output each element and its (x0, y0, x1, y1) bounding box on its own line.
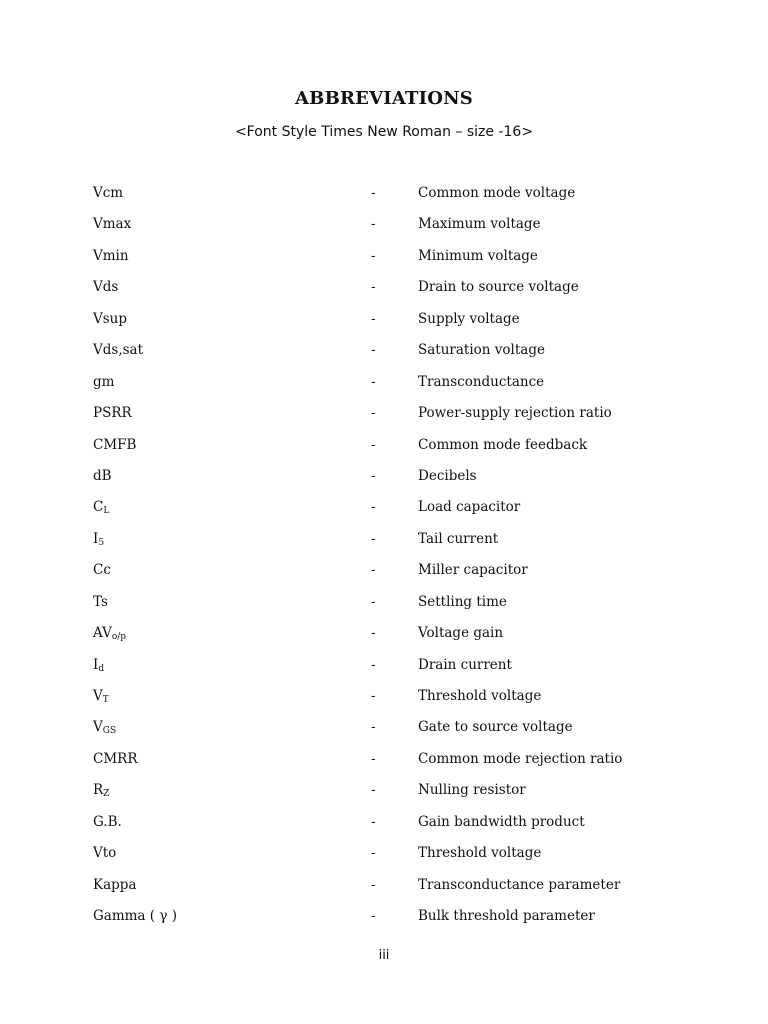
abbreviation-term (93, 594, 108, 610)
abbreviation-term (93, 405, 132, 421)
separator-dash: - (371, 625, 376, 642)
abbreviation-term (93, 719, 116, 736)
abbreviation-definition: Drain to source voltage (418, 279, 579, 296)
separator-dash: - (371, 342, 376, 359)
abbreviation-term-base: Kappa (93, 876, 137, 893)
abbreviation-row (0, 211, 768, 242)
abbreviation-row (0, 494, 768, 525)
abbreviation-term (93, 531, 104, 548)
abbreviation-term-base: Vmax (93, 216, 132, 233)
font-style-note: <Font Style Times New Roman – size -16> (234, 124, 534, 140)
abbreviation-term (93, 216, 131, 232)
abbreviation-term (93, 908, 177, 924)
abbreviation-term-base: C (93, 499, 104, 516)
abbreviation-term (93, 625, 126, 642)
abbreviation-definition: Common mode feedback (418, 436, 588, 453)
abbreviation-term-base: V (93, 719, 103, 736)
abbreviation-row (0, 463, 768, 494)
abbreviation-term-base: Vto (93, 845, 117, 862)
abbreviation-definition: Settling time (418, 593, 507, 610)
abbreviation-row (0, 746, 768, 777)
abbreviation-row (0, 306, 768, 337)
abbreviation-term-base: Cc (93, 562, 111, 579)
separator-dash: - (371, 562, 376, 579)
abbreviation-row (0, 526, 768, 557)
abbreviation-definition: Load capacitor (418, 499, 521, 516)
abbreviation-row (0, 369, 768, 400)
abbreviation-row (0, 652, 768, 683)
abbreviation-subscript: GS (102, 726, 117, 737)
abbreviation-definition: Bulk threshold parameter (418, 908, 595, 925)
abbreviation-row (0, 180, 768, 211)
abbreviation-term (93, 374, 114, 390)
abbreviation-term-base: CMRR (93, 750, 138, 767)
separator-dash: - (371, 876, 376, 893)
abbreviation-row (0, 777, 768, 808)
abbreviation-term (93, 311, 127, 327)
separator-dash: - (371, 530, 376, 547)
abbreviation-term (93, 845, 116, 861)
abbreviation-term-base: PSRR (93, 405, 132, 422)
abbreviation-subscript: o/p (111, 632, 127, 643)
abbreviation-term (93, 279, 118, 295)
separator-dash: - (371, 656, 376, 673)
abbreviation-term (93, 814, 122, 830)
abbreviation-subscript: d (98, 663, 105, 674)
abbreviation-subscript: L (103, 506, 110, 517)
separator-dash: - (371, 750, 376, 767)
separator-dash: - (371, 405, 376, 422)
abbreviation-definition: Power-supply rejection ratio (418, 405, 612, 422)
abbreviation-term-base: Vds,sat (93, 342, 144, 359)
abbreviation-definition: Minimum voltage (418, 247, 538, 264)
abbreviation-row (0, 840, 768, 871)
separator-dash: - (371, 593, 376, 610)
abbreviation-row (0, 809, 768, 840)
separator-dash: - (371, 813, 376, 830)
abbreviation-definition: Supply voltage (418, 310, 520, 327)
abbreviation-term (93, 468, 112, 484)
abbreviation-term-base: Vsup (93, 310, 128, 327)
separator-dash: - (371, 247, 376, 264)
abbreviation-row (0, 557, 768, 588)
abbreviation-subscript: Z (103, 789, 110, 800)
separator-dash: - (371, 436, 376, 453)
separator-dash: - (371, 688, 376, 704)
abbreviation-term-base: Vmin (93, 247, 129, 264)
abbreviation-term (93, 185, 123, 201)
abbreviation-definition: Threshold voltage (418, 845, 542, 862)
separator-dash: - (371, 782, 376, 799)
page-title: ABBREVIATIONS (295, 88, 473, 109)
abbreviation-term (93, 437, 136, 453)
abbreviation-term (93, 657, 104, 674)
abbreviation-term-base: Gamma ( γ ) (93, 908, 177, 925)
abbreviation-term-base: Ts (93, 593, 108, 610)
abbreviation-definition: Common mode rejection ratio (418, 750, 623, 767)
abbreviation-term (93, 688, 109, 705)
abbreviation-row (0, 903, 768, 934)
abbreviation-definition: Common mode voltage (418, 185, 576, 201)
abbreviation-definition: Maximum voltage (418, 216, 541, 233)
abbreviation-row (0, 714, 768, 745)
abbreviation-definition: Voltage gain (418, 625, 504, 642)
abbreviation-term-base: G.B. (93, 813, 122, 830)
abbreviation-row (0, 243, 768, 274)
abbreviation-term (93, 751, 137, 767)
separator-dash: - (371, 499, 376, 516)
separator-dash: - (371, 719, 376, 736)
abbreviation-list (0, 180, 768, 935)
separator-dash: - (371, 279, 376, 296)
abbreviation-definition: Gain bandwidth product (418, 813, 585, 830)
abbreviation-definition: Transconductance parameter (418, 876, 621, 893)
abbreviation-definition: Decibels (418, 467, 477, 484)
abbreviation-definition: Miller capacitor (418, 562, 528, 579)
abbreviation-term (93, 499, 109, 516)
abbreviation-row (0, 589, 768, 620)
abbreviation-term-base: Vcm (93, 185, 124, 201)
abbreviation-term (93, 877, 136, 893)
abbreviation-row (0, 274, 768, 305)
abbreviation-term (93, 342, 143, 358)
abbreviation-term-base: dB (93, 467, 112, 484)
abbreviation-definition: Transconductance (418, 373, 545, 390)
separator-dash: - (371, 373, 376, 390)
abbreviation-term-base: AV (93, 625, 112, 642)
abbreviation-definition: Saturation voltage (418, 342, 545, 359)
abbreviation-row (0, 620, 768, 651)
abbreviation-row (0, 683, 768, 714)
abbreviation-term-base: CMFB (93, 436, 137, 453)
abbreviation-subscript: 5 (98, 537, 105, 548)
abbreviation-term (93, 782, 109, 799)
abbreviation-definition: Threshold voltage (418, 688, 542, 704)
abbreviation-row (0, 337, 768, 368)
abbreviation-term-base: I (93, 656, 99, 673)
abbreviation-definition: Gate to source voltage (418, 719, 573, 736)
abbreviation-term-base: I (93, 530, 99, 547)
separator-dash: - (371, 185, 376, 201)
abbreviation-term (93, 248, 129, 264)
separator-dash: - (371, 845, 376, 862)
page-number: iii (378, 948, 390, 963)
abbreviation-term-base: gm (93, 373, 115, 390)
abbreviation-definition: Tail current (418, 530, 499, 547)
separator-dash: - (371, 310, 376, 327)
abbreviation-term-base: Vds (93, 279, 119, 296)
separator-dash: - (371, 908, 376, 925)
separator-dash: - (371, 467, 376, 484)
abbreviation-term-base: R (93, 782, 104, 799)
abbreviation-term (93, 562, 111, 578)
abbreviation-term-base: V (93, 688, 103, 704)
abbreviation-definition: Drain current (418, 656, 512, 673)
abbreviation-subscript: T (102, 695, 109, 705)
separator-dash: - (371, 216, 376, 233)
abbreviation-row (0, 872, 768, 903)
abbreviation-row (0, 432, 768, 463)
abbreviation-definition: Nulling resistor (418, 782, 526, 799)
abbreviation-row (0, 400, 768, 431)
